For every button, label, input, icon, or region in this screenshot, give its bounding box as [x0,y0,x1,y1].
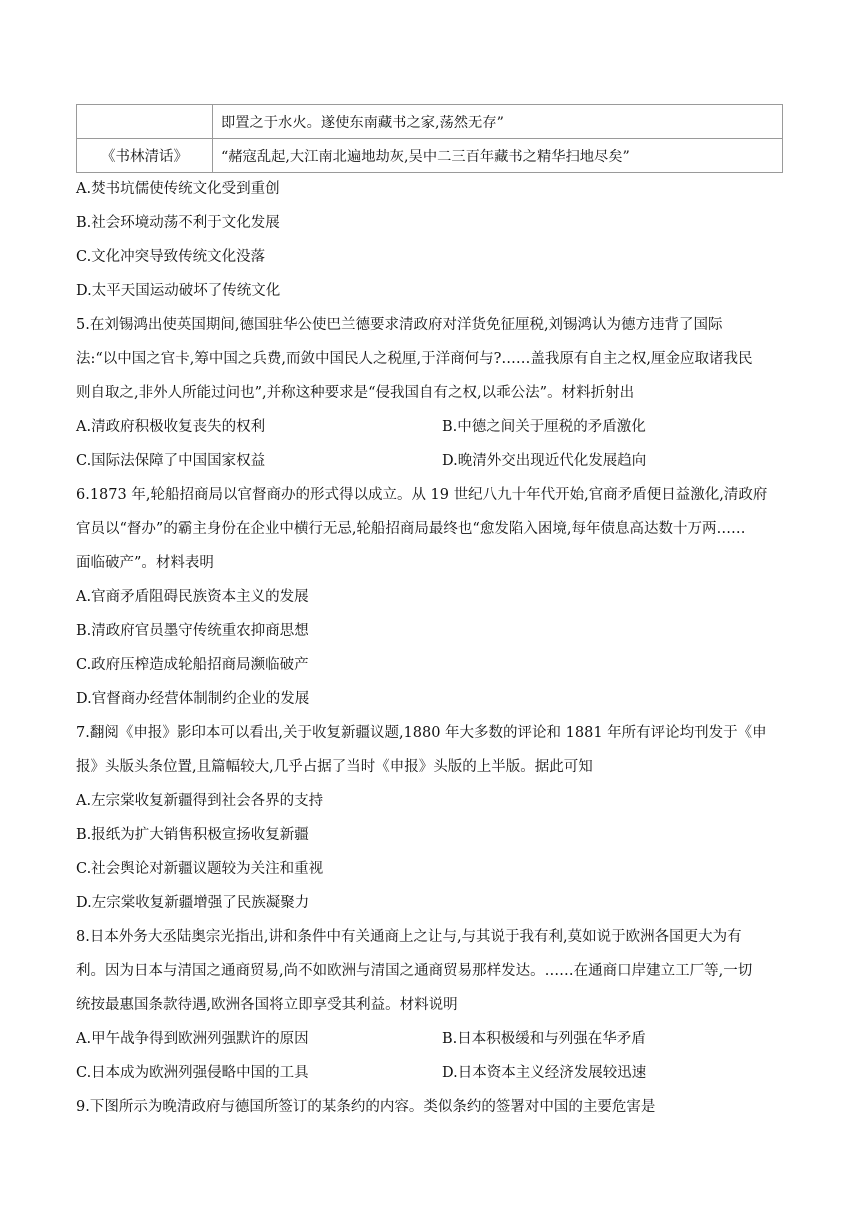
q4-option-c: C.文化冲突导致传统文化没落 [76,249,266,265]
q6-option-d: D.官督商办经营体制制约企业的发展 [76,691,310,707]
q5-option-d: D.晚清外交出现近代化发展趋向 [442,453,647,469]
q8-stem-line: 8.日本外务大丞陆奥宗光指出,讲和条件中有关通商上之让与,与其说于我有利,莫如说于欧洲各国更大为有 [76,929,742,945]
q7-option-a: A.左宗棠收复新疆得到社会各界的支持 [76,793,324,809]
q8-stem-line: 利。因为日本与清国之通商贸易,尚不如欧洲与清国之通商贸易那样发达。……在通商口岸建立工厂等,一切 [76,963,753,979]
q7-option-b: B.报纸为扩大销售积极宣扬收复新疆 [76,827,309,843]
q5-option-c: C.国际法保障了中国国家权益 [76,453,266,469]
q4-option-a: A.焚书坑儒使传统文化受到重创 [76,181,280,197]
q7-option-c: C.社会舆论对新疆议题较为关注和重视 [76,861,324,877]
q6-stem-line: 6.1873 年,轮船招商局以官督商办的形式得以成立。从 19 世纪八九十年代开始,官商矛盾便日益激化,清政府 [76,487,768,503]
q6-option-c: C.政府压榨造成轮船招商局濒临破产 [76,657,309,673]
q5-stem-line: 法:“以中国之官卡,筹中国之兵费,而敛中国民人之税厘,于洋商何与?……盖我原有自主之权,厘金应取诸我民 [76,351,753,367]
q8-stem-line: 统按最惠国条款待遇,欧洲各国将立即享受其利益。材料说明 [76,997,458,1013]
q6-stem-line: 面临破产”。材料表明 [76,555,214,571]
q7-stem-line: 7.翻阅《申报》影印本可以看出,关于收复新疆议题,1880 年大多数的评论和 1881 年所有评论均刊发于《申 [76,725,767,741]
table-cell-source: 《书林清话》 [77,139,213,173]
table-cell-quote: 即置之于水火。遂使东南藏书之家,荡然无存” [213,105,783,139]
q5-option-b: B.中德之间关于厘税的矛盾激化 [442,419,646,435]
q6-option-a: A.官商矛盾阻碍民族资本主义的发展 [76,589,309,605]
q5-stem-line: 则自取之,非外人所能过问也”,并称这种要求是“侵我国自有之权,以乖公法”。材料折射出 [76,385,635,401]
source-table [76,104,783,173]
q5-stem-line: 5.在刘锡鸿出使英国期间,德国驻华公使巴兰德要求清政府对洋货免征厘税,刘锡鸿认为德方违背了国际 [76,317,723,333]
table-row [77,139,783,173]
q6-stem-line: 官员以“督办”的霸主身份在企业中横行无忌,轮船招商局最终也“愈发陷入困境,每年债息高达数十万两…… [76,521,746,537]
q8-option-c: C.日本成为欧洲列强侵略中国的工具 [76,1065,309,1081]
q9-stem-line: 9.下图所示为晚清政府与德国所签订的某条约的内容。类似条约的签署对中国的主要危害是 [76,1099,656,1115]
q4-option-d: D.太平天国运动破坏了传统文化 [76,283,281,299]
q6-option-b: B.清政府官员墨守传统重农抑商思想 [76,623,309,639]
table-cell-quote: “赭寇乱起,大江南北遍地劫灰,吴中二三百年藏书之精华扫地尽矣” [213,139,783,173]
q8-option-b: B.日本积极缓和与列强在华矛盾 [442,1031,646,1047]
table-row [77,105,783,139]
q4-option-b: B.社会环境动荡不利于文化发展 [76,215,280,231]
q7-stem-line: 报》头版头条位置,且篇幅较大,几乎占据了当时《申报》头版的上半版。据此可知 [76,759,593,775]
table-cell-source [77,105,213,139]
q7-option-d: D.左宗棠收复新疆增强了民族凝聚力 [76,895,310,911]
q8-option-a: A.甲午战争得到欧洲列强默许的原因 [76,1031,309,1047]
q5-option-a: A.清政府积极收复丧失的权利 [76,419,266,435]
q8-option-d: D.日本资本主义经济发展较迅速 [442,1065,647,1081]
